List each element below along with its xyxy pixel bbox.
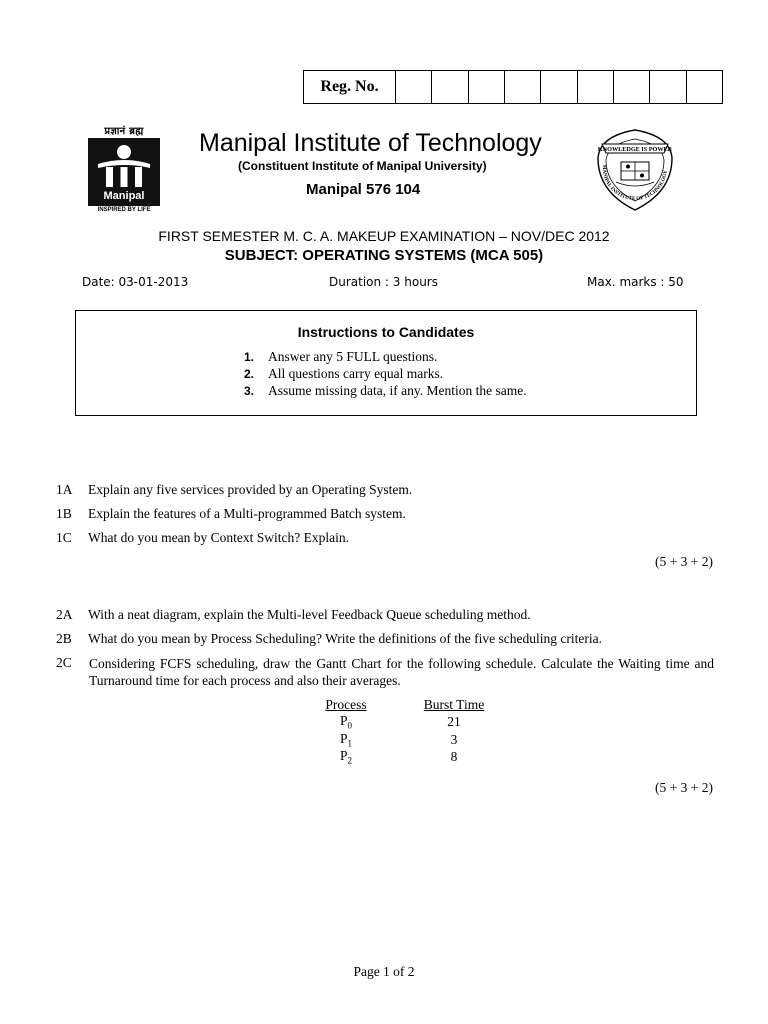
question-2c (56, 655, 714, 689)
question-id: 2B (56, 631, 72, 646)
question-id: 1A (56, 482, 73, 497)
reg-no-cell (578, 71, 614, 103)
instructions-list (244, 349, 527, 400)
instruction-item (244, 366, 527, 383)
table-row (300, 713, 516, 731)
question-1c (56, 530, 349, 546)
instruction-number: 2. (244, 367, 255, 381)
process-name: $P_1$ (339, 730, 352, 749)
instruction-item (244, 349, 527, 366)
table-row (300, 731, 516, 749)
question-text: What do you mean by Context Switch? Explain. (88, 530, 349, 545)
instruction-text: Assume missing data, if any. Mention the same. (268, 383, 527, 398)
burst-time: 8 (450, 749, 458, 765)
exam-subject: SUBJECT: OPERATING SYSTEMS (MCA 505) (224, 247, 544, 264)
question-id: 2C (56, 655, 72, 670)
reg-no-label: Reg. No. (304, 71, 396, 103)
institute-city: Manipal 576 104 (306, 181, 421, 198)
logo-emblem (88, 138, 160, 206)
question-text: What do you mean by Process Scheduling? Write the definitions of the five scheduling criteria. (88, 631, 602, 646)
process-name: $P_2$ (339, 748, 352, 767)
reg-no-cell (396, 71, 432, 103)
reg-no-cell (505, 71, 541, 103)
exam-duration: Duration : 3 hours (329, 275, 438, 289)
reg-no-cell (650, 71, 686, 103)
seal-ring-text: MANIPAL INSTITUTE OF TECHNOLOGY (600, 164, 669, 202)
instructions-title: Instructions to Candidates (297, 324, 475, 340)
instruction-text: Answer any 5 FULL questions. (268, 349, 438, 364)
question-id: 1B (56, 506, 72, 521)
instruction-number: 3. (244, 384, 255, 398)
reg-no-cell (687, 71, 722, 103)
exam-title: FIRST SEMESTER M. C. A. MAKEUP EXAMINATION – NOV/DEC 2012 (158, 228, 610, 244)
institute-name: Manipal Institute of Technology (199, 129, 542, 157)
reg-no-box (303, 70, 723, 104)
logo-tagline: INSPIRED BY LIFE (97, 207, 151, 213)
column-header-process: Process (325, 696, 367, 712)
question-text: With a neat diagram, explain the Multi-level Feedback Queue scheduling method. (88, 607, 531, 622)
reg-no-cell (469, 71, 505, 103)
question-text: Explain any five services provided by an Operating System. (88, 482, 413, 497)
question-1b (56, 506, 406, 522)
question-1a (56, 482, 412, 498)
instruction-text: All questions carry equal marks. (268, 366, 444, 381)
table-row (300, 748, 516, 766)
instruction-item (244, 383, 527, 400)
question-2b (56, 631, 602, 647)
exam-date: Date: 03-01-2013 (82, 275, 189, 289)
burst-time: 21 (447, 713, 461, 729)
page-number: Page 1 of 2 (353, 964, 415, 979)
manipal-logo (86, 126, 162, 212)
question-id: 1C (56, 530, 72, 545)
institute-seal-icon (590, 124, 680, 214)
question-2a (56, 607, 531, 623)
seal-banner: KNOWLEDGE IS POWER (597, 146, 673, 153)
instructions-box (75, 310, 697, 416)
question-text: Explain the features of a Multi-programmed Batch system. (88, 506, 406, 521)
burst-time: 3 (450, 731, 458, 747)
process-table (300, 696, 516, 766)
institute-subtitle: (Constituent Institute of Manipal University) (238, 159, 487, 173)
table-header-row (300, 696, 516, 713)
question-2-marks: (5 + 3 + 2) (655, 780, 713, 795)
process-name: $P_0$ (339, 713, 352, 731)
question-1-marks: (5 + 3 + 2) (655, 554, 713, 569)
reg-no-cell (614, 71, 650, 103)
reg-no-cell (432, 71, 468, 103)
logo-brand: Manipal (103, 190, 145, 202)
column-header-burst-time: Burst Time (423, 696, 485, 712)
emblem-figure-icon (88, 140, 160, 190)
exam-max-marks: Max. marks : 50 (587, 275, 684, 289)
reg-no-cell (541, 71, 577, 103)
question-text: Considering FCFS scheduling, draw the Gantt Chart for the following schedule. Calculate the Waiting time and Turnaround time for each process and also their averages. (89, 656, 714, 688)
question-id: 2A (56, 607, 73, 622)
instruction-number: 1. (244, 350, 255, 364)
logo-motto: प्रज्ञानं ब्रह्म (104, 126, 144, 137)
